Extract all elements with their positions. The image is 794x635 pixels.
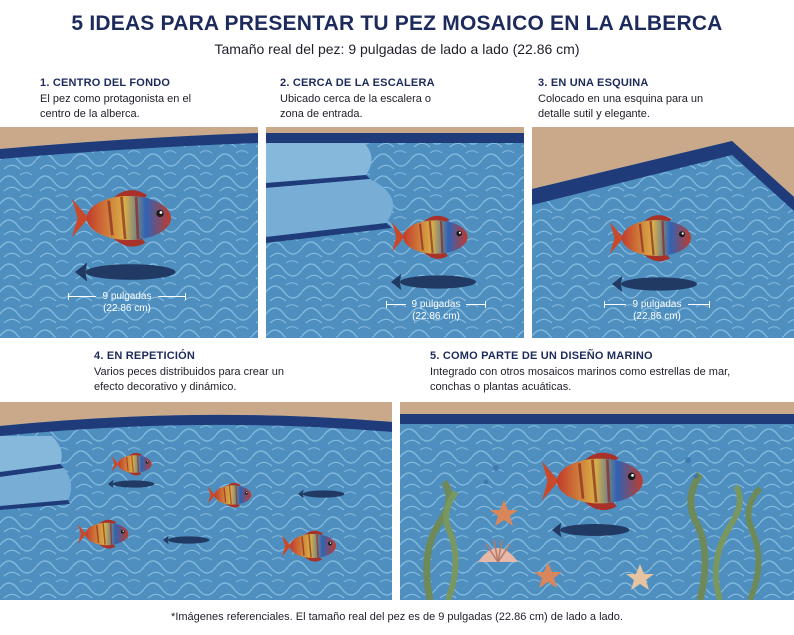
measurement-label bbox=[386, 299, 486, 323]
section-2-desc-line-1: Ubicado cerca de la escalera o bbox=[280, 93, 432, 105]
section-5-desc-line-1: Integrado con otros mosaicos marinos como estrellas de mar, bbox=[430, 366, 731, 378]
photo-corner-pool bbox=[532, 127, 794, 338]
page-subtitle: Tamaño real del pez: 9 pulgadas de lado a lado (22.86 cm) bbox=[214, 41, 580, 57]
section-4-text bbox=[94, 350, 354, 395]
footnote: *Imágenes referenciales. El tamaño real del pez es de 9 pulgadas (22.86 cm) de lado a lado. bbox=[171, 611, 623, 623]
section-1-desc-line-2: centro de la alberca. bbox=[40, 108, 140, 120]
section-1-desc-line-1: El pez como protagonista en el bbox=[40, 93, 192, 105]
photo-stairs-pool bbox=[266, 127, 524, 338]
section-1-heading: 1. CENTRO DEL FONDO bbox=[40, 77, 171, 89]
section-5-desc-line-2: conchas o plantas acuáticas. bbox=[430, 381, 572, 393]
section-3-desc-line-2: detalle sutil y elegante. bbox=[538, 108, 650, 120]
measurement-label bbox=[68, 291, 186, 315]
section-1-text bbox=[40, 77, 260, 122]
measurement-label bbox=[604, 299, 710, 323]
measurement-inches: 9 pulgadas bbox=[632, 299, 682, 310]
section-5-text bbox=[430, 350, 770, 395]
section-4-desc-line-2: efecto decorativo y dinámico. bbox=[94, 381, 237, 393]
section-2-heading: 2. CERCA DE LA ESCALERA bbox=[280, 77, 435, 89]
section-4-desc-line-1: Varios peces distribuidos para crear un bbox=[94, 366, 284, 378]
page-title: 5 IDEAS PARA PRESENTAR TU PEZ MOSAICO EN LA ALBERCA bbox=[71, 12, 723, 35]
section-3-text bbox=[538, 77, 778, 122]
section-3-heading: 3. EN UNA ESQUINA bbox=[538, 77, 649, 89]
measurement-inches: 9 pulgadas bbox=[102, 291, 152, 302]
section-5-heading: 5. COMO PARTE DE UN DISEÑO MARINO bbox=[430, 350, 653, 362]
photo-center-pool bbox=[0, 127, 258, 338]
photo-marine-design-pool bbox=[400, 402, 794, 600]
section-4-heading: 4. EN REPETICIÓN bbox=[94, 350, 195, 362]
measurement-cm: (22.86 cm) bbox=[633, 311, 681, 322]
section-2-text bbox=[280, 77, 520, 122]
measurement-cm: (22.86 cm) bbox=[412, 311, 460, 322]
photo-repetition-pool bbox=[0, 402, 392, 600]
section-3-desc-line-1: Colocado en una esquina para un bbox=[538, 93, 704, 105]
measurement-cm: (22.86 cm) bbox=[103, 303, 151, 314]
measurement-inches: 9 pulgadas bbox=[411, 299, 461, 310]
section-2-desc-line-2: zona de entrada. bbox=[280, 108, 363, 120]
